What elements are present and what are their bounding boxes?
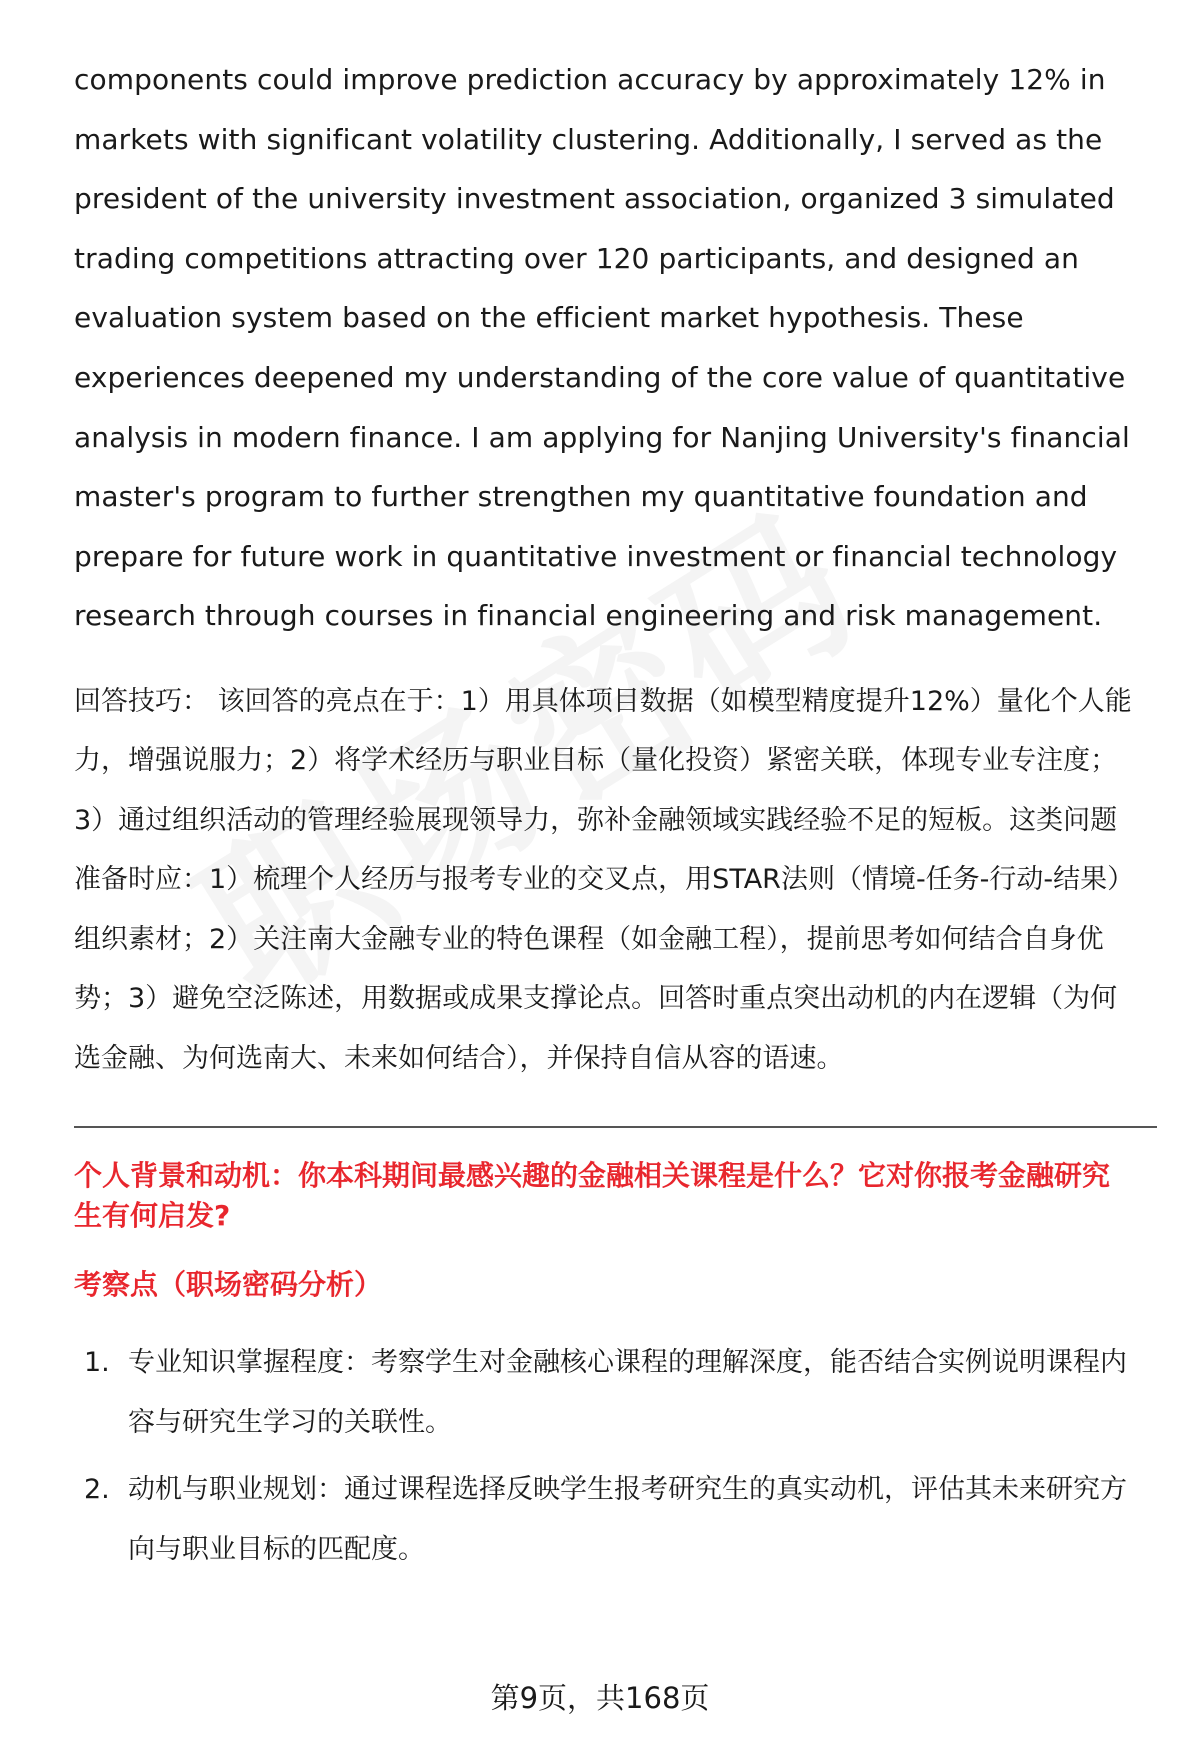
list-item-number: 2. [84, 1474, 110, 1506]
page-footer: 第9页，共168页 [490, 1681, 710, 1715]
section-title: 考察点（职场密码分析） [74, 1268, 383, 1302]
english-answer-paragraph: components could improve prediction accuracy by approximately 12% in markets with significant volatility clustering. Additionally, I served as the president of the university investment association, organized 3 simulated trading competitions attracting over 120 participants, and designed an evaluation system based on the efficient market hypothesis. These experiences deepened my understanding of the core value of quantitative analysis in modern finance. I am applying for Nanjing University's financial master's program to further strengthen my quantitative foundation and prepare for future work in quantitative investment or financial technology research through courses in financial engineering and risk management. [74, 63, 1130, 633]
question-heading: 个人背景和动机：你本科期间最感兴趣的金融相关课程是什么？它对你报考金融研究生有何启发? [74, 1159, 1111, 1233]
assessment-points-list [74, 1333, 1134, 1579]
list-item-text: 专业知识掌握程度：考察学生对金融核心课程的理解深度，能否结合实例说明课程内容与研究生学习的关联性。 [128, 1347, 1127, 1438]
answer-tips [74, 672, 1134, 1089]
section-divider [74, 1126, 1157, 1128]
list-item [74, 1333, 1134, 1452]
tips-label: 回答技巧： [74, 685, 209, 717]
page-content [74, 50, 1134, 1579]
list-item [74, 1460, 1134, 1579]
list-item-number: 1. [84, 1347, 110, 1379]
tips-text: 该回答的亮点在于：1）用具体项目数据（如模型精度提升12%）量化个人能力，增强说服力；2）将学术经历与职业目标（量化投资）紧密关联，体现专业专注度；3）通过组织活动的管理经验展现领导力，弥补金融领域实践经验不足的短板。这类问题准备时应：1）梳理个人经历与报考专业的交叉点，用STAR法则（情境-任务-行动-结果）组织素材；2）关注南大金融专业的特色课程（如金融工程），提前思考如何结合自身优势；3）避免空泛陈述，用数据或成果支撑论点。回答时重点突出动机的内在逻辑（为何选金融、为何选南大、未来如何结合），并保持自信从容的语速。 [74, 685, 1132, 1074]
list-item-text: 动机与职业规划：通过课程选择反映学生报考研究生的真实动机，评估其未来研究方向与职业目标的匹配度。 [128, 1474, 1127, 1565]
